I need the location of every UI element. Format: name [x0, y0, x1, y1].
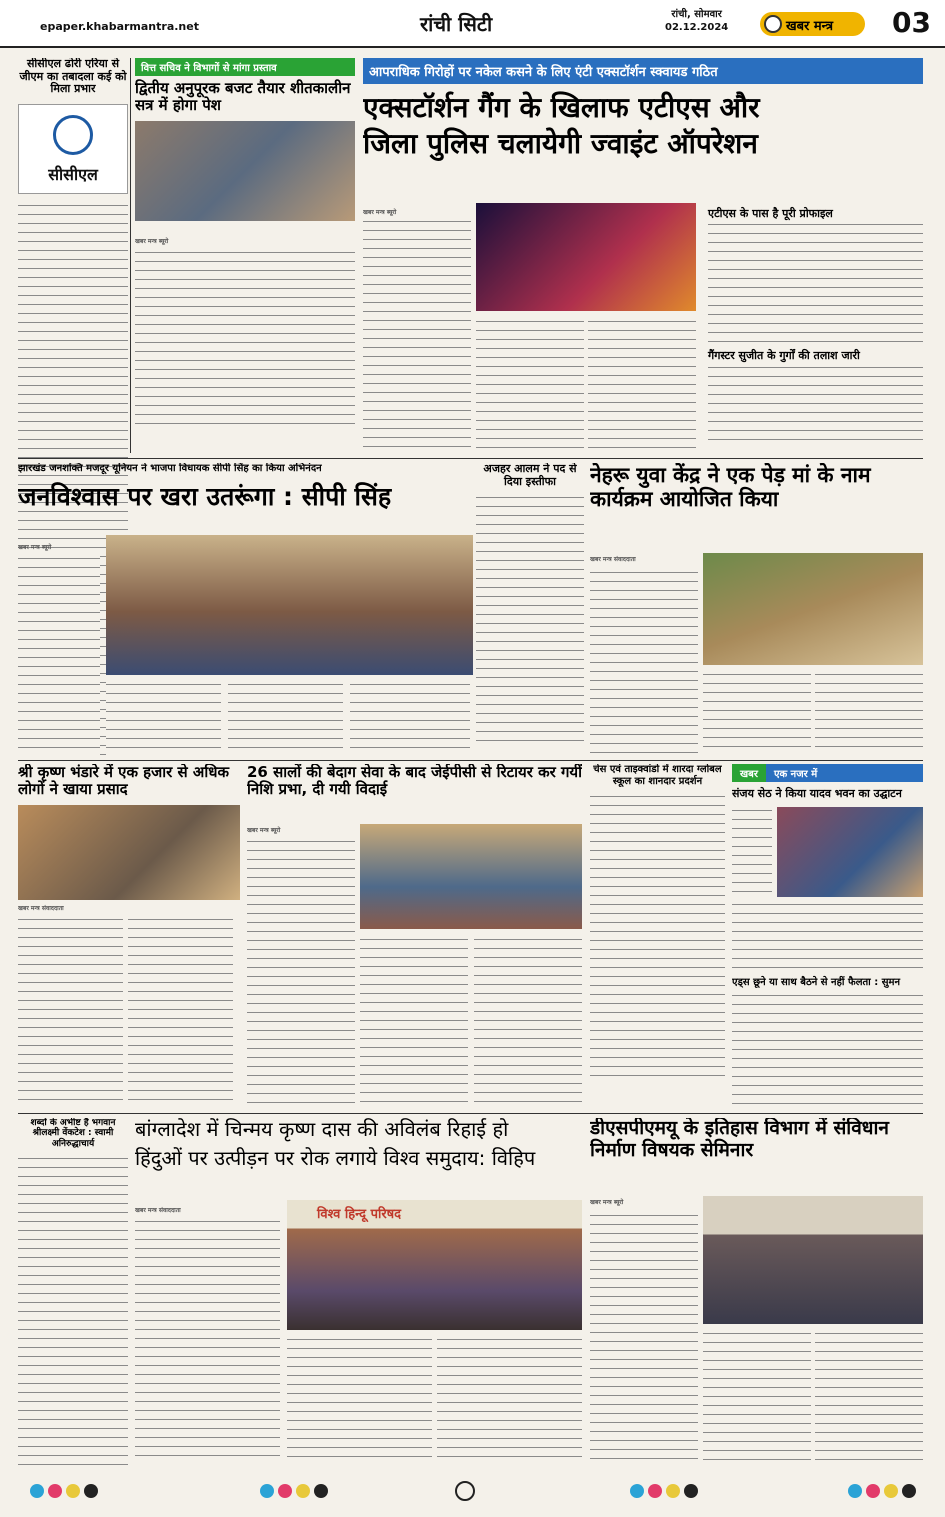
dspmu-byline: खबर मन्त्र ब्यूरो: [590, 1199, 624, 1206]
ats-byline: खबर मन्त्र ब्यूरो: [363, 209, 397, 216]
vhp-article: [135, 1118, 582, 1468]
ats-kicker: आपराधिक गिरोहों पर नकेल कसने के लिए एंटी एक्सटॉर्शन स्क्वायड गठित: [363, 58, 923, 84]
seminar-photo: [703, 1196, 923, 1324]
krishna-headline: श्री कृष्ण भंडारे में एक हजार से अधिक लोगों ने खाया प्रसाद: [18, 764, 229, 799]
bhandara-photo: [18, 805, 240, 900]
nishi-byline: खबर मन्त्र ब्यूरो: [247, 827, 281, 834]
page-number: 03: [892, 6, 931, 39]
budget-article: [135, 58, 355, 453]
dspmu-headline: डीएसपीएमयू के इतिहास विभाग में संविधान निर्माण विषयक सेमिनार: [590, 1118, 889, 1161]
ek-nazar-box: [732, 764, 923, 1109]
brand-logo: खबर मन्त्र: [760, 12, 865, 36]
budget-headline: द्वितीय अनुपूरक बजट तैयार शीतकालीन सत्र में होगा पेश: [135, 79, 351, 115]
tree-planting-photo: [703, 553, 923, 665]
nazar-tag: खबर: [732, 764, 766, 782]
dateline: रांची, सोमवार 02.12.2024: [665, 9, 729, 33]
ats-article: [363, 58, 923, 453]
budget-body: [135, 249, 355, 424]
ajhar-article: [476, 463, 584, 756]
ajhar-headline: अजहर आलम ने पद से दिया इस्तीफा: [483, 463, 577, 488]
cp-singh-headline: जनविश्वास पर खरा उतरूंगा : सीपी सिंह: [18, 481, 392, 511]
page-header: [0, 0, 945, 48]
ats-body-1: [363, 218, 471, 448]
nazar-label: एक नजर में: [766, 764, 923, 782]
footer-registration-marks: [0, 1478, 945, 1508]
site-url[interactable]: epaper.khabarmantra.net: [40, 20, 199, 33]
vhp-byline: खबर मन्त्र संवाददाता: [135, 1207, 181, 1214]
section-title: रांची सिटी: [420, 12, 493, 36]
nishi-headline: 26 सालों की बेदाग सेवा के बाद जेईपीसी से रिटायर कर गयीं निशि प्रभा, दी गयी विदाई: [247, 764, 582, 799]
nazar-headline-2: एड्स छूने या साथ बैठने से नहीं फैलता : सुमन: [732, 976, 901, 988]
crosshair-icon: [455, 1481, 475, 1501]
ats-headline-2: जिला पुलिस चलायेगी ज्वाइंट ऑपरेशन: [363, 127, 758, 161]
chess-headline: चेस एवं ताइक्वांडो में शारदा ग्लोबल स्कूल का शानदार प्रदर्शन: [593, 764, 722, 787]
dspmu-article: [590, 1118, 923, 1468]
ccl-logo: सीसीएल: [18, 104, 128, 194]
farewell-photo: [360, 824, 582, 929]
ats-headline-1: एक्सटॉर्शन गैंग के खिलाफ एटीएस और: [363, 91, 760, 124]
felicitation-photo: [106, 535, 473, 675]
hacker-photo: [476, 203, 696, 311]
krishna-article: [18, 764, 240, 1109]
shabd-headline: शब्दों के अभीष्ट हैं भगवान श्रीलक्ष्मी वेंकटेश : स्वामी अनिरुद्धाचार्य: [30, 1118, 116, 1149]
budget-kicker: वित्त सचिव ने विभागों से मांगा प्रस्ताव: [135, 58, 355, 76]
ccl-headline: सीसीएल ढोरी एरिया से जीएम का तबादला कई को मिला प्रभार: [19, 58, 127, 96]
shabd-article: [18, 1118, 128, 1468]
nazar-headline-1: संजय सेठ ने किया यादव भवन का उद्घाटन: [732, 787, 902, 800]
nishi-article: [247, 764, 582, 1109]
yadav-bhawan-photo: [777, 807, 923, 897]
vhp-headline-2: हिंदुओं पर उत्पीड़न पर रोक लगाये विश्व समुदाय: विहिप: [135, 1146, 536, 1170]
vhp-banner: विश्व हिन्दू परिषद: [317, 1207, 402, 1222]
ats-sub-1: एटीएस के पास है पूरी प्रोफाइल: [708, 207, 833, 220]
krishna-byline: खबर मन्त्र संवाददाता: [18, 904, 64, 912]
nehru-article: [590, 463, 923, 756]
cp-singh-article: [18, 463, 473, 756]
cp-singh-kicker: झारखंड जनशक्ति मजदूर यूनियन ने भाजपा विधायक सीपी सिंह का किया अभिनंदन: [18, 463, 322, 474]
nehru-headline: नेहरू युवा केंद्र ने एक पेड़ मां के नाम कार्यक्रम आयोजित किया: [590, 463, 871, 512]
budget-byline: खबर मन्त्र ब्यूरो: [135, 237, 169, 245]
assembly-photo: [135, 121, 355, 221]
vhp-photo: [287, 1200, 582, 1330]
chess-article: [590, 764, 725, 1109]
cp-singh-byline: खबर मन्त्र ब्यूरो: [18, 544, 52, 551]
nehru-byline: खबर मन्त्र संवाददाता: [590, 556, 636, 563]
ats-sub-2: गैंगस्टर सुजीत के गुर्गों की तलाश जारी: [708, 349, 860, 362]
brand-icon: [764, 15, 782, 33]
vhp-headline-1: बांग्लादेश में चिन्मय कृष्ण दास की अविलंब रिहाई हो: [135, 1118, 509, 1141]
